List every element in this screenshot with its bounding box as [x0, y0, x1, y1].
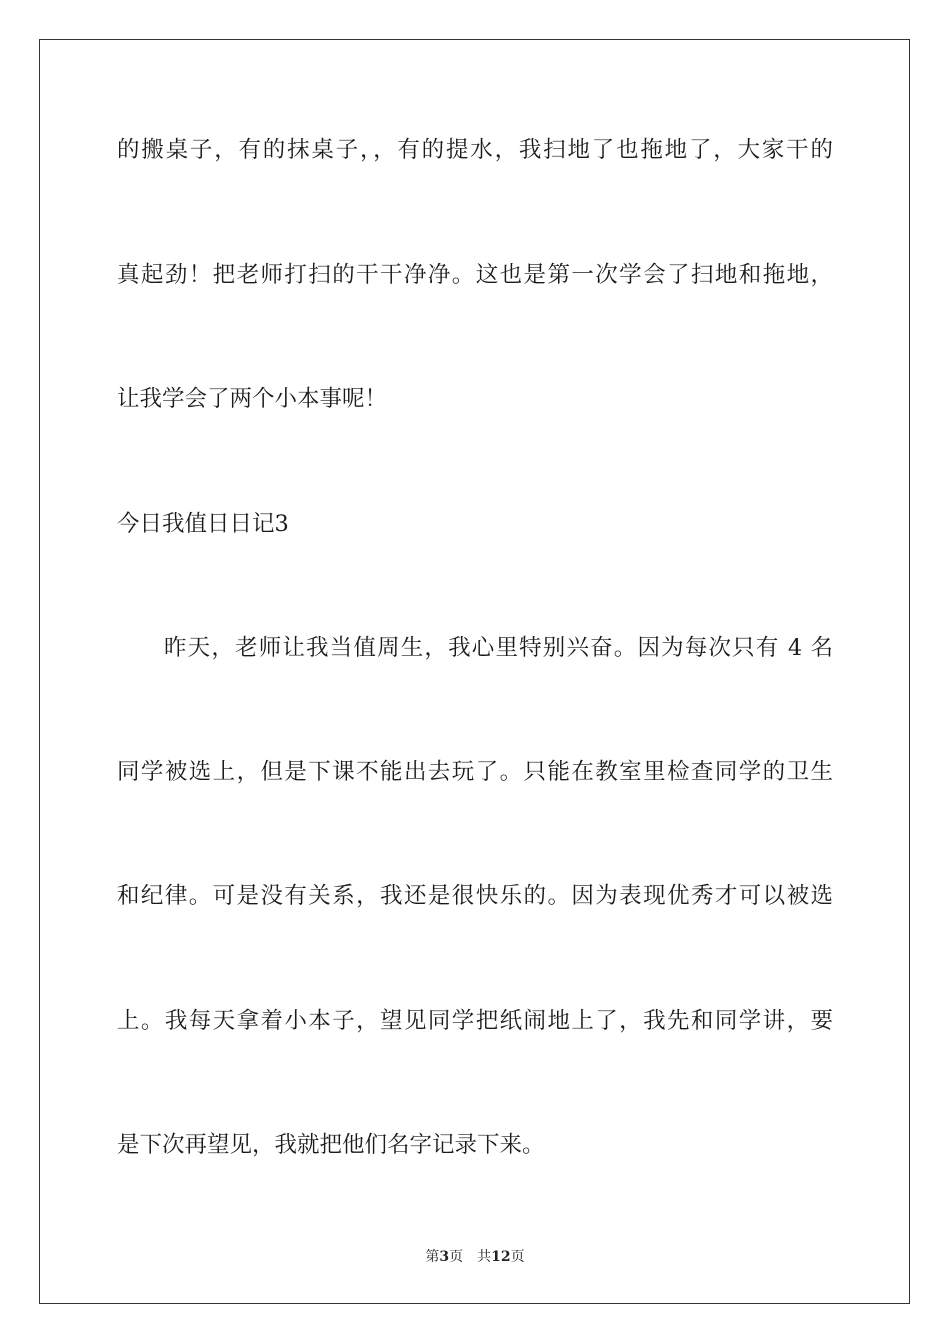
- footer-total-prefix: 共: [477, 1249, 492, 1265]
- body-line-5: 昨天，老师让我当值周生，我心里特别兴奋。因为每次只有 4 名: [164, 635, 833, 661]
- body-line-7: 和纪律。可是没有关系，我还是很快乐的。因为表现优秀才可以被选: [117, 883, 833, 909]
- body-line-8: 上。我每天拿着小本子，望见同学把纸闹地上了，我先和同学讲，要: [117, 1008, 833, 1034]
- body-line-1: 的搬桌子，有的抹桌子，，有的提水，我扫地了也拖地了，大家干的: [117, 137, 833, 163]
- footer-total-number: 12: [491, 1249, 511, 1265]
- section-heading: 今日我值日日记3: [117, 511, 289, 537]
- page-footer: [0, 1248, 950, 1266]
- footer-page-number: 3: [439, 1249, 450, 1265]
- body-line-6: 同学被选上，但是下课不能出去玩了。只能在教室里检查同学的卫生: [117, 759, 833, 785]
- footer-page-suffix: 页: [449, 1249, 464, 1265]
- body-line-2: 真起劲！把老师打扫的干干净净。这也是第一次学会了扫地和拖地，: [117, 262, 833, 288]
- page-border: [39, 39, 910, 1304]
- footer-page-prefix: 第: [425, 1249, 440, 1265]
- body-line-3: 让我学会了两个小本事呢！: [117, 386, 388, 412]
- footer-total-suffix: 页: [510, 1249, 525, 1265]
- body-line-9: 是下次再望见，我就把他们名字记录下来。: [117, 1132, 545, 1158]
